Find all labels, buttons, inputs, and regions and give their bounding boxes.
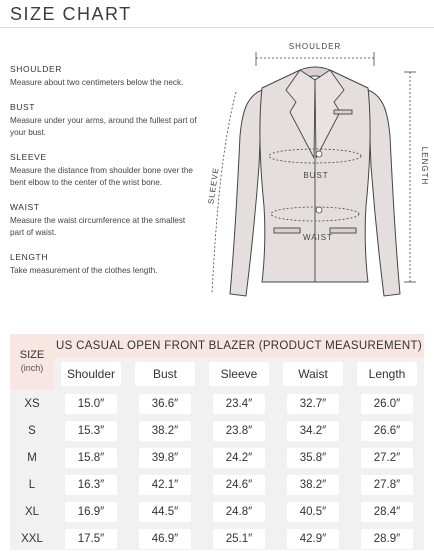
table-cell: 38.2″ [287, 475, 339, 495]
col-header-length [350, 358, 424, 390]
measure-description: Measure about two centimeters below the neck. [10, 78, 184, 87]
table-cell: 42.9″ [287, 529, 339, 549]
size-label: XXL [21, 532, 43, 545]
measure-label: LENGTH [10, 252, 49, 262]
measure-waist [10, 202, 200, 239]
table-cell: 16.9″ [65, 502, 117, 522]
table-cell: 32.7″ [287, 394, 339, 414]
table-cell: 34.2″ [287, 421, 339, 441]
column-header: Waist [283, 362, 343, 386]
length-label: LENGTH [420, 146, 429, 186]
table-cell: 15.3″ [65, 421, 117, 441]
blazer-illustration [196, 36, 434, 306]
table-cell: 26.6″ [361, 421, 413, 441]
table-cell: 23.4″ [213, 394, 265, 414]
shoulder-dimension [256, 52, 374, 66]
table-cell: 24.8″ [213, 502, 265, 522]
table-cell: 35.8″ [287, 448, 339, 468]
table-row [10, 525, 424, 552]
column-header: Bust [135, 362, 195, 386]
waist-label: WAIST [302, 233, 334, 242]
size-label: M [27, 451, 37, 464]
measure-shoulder [10, 64, 200, 89]
table-cell: 27.2″ [361, 448, 413, 468]
table-cell: 25.1″ [213, 529, 265, 549]
button-top [316, 151, 322, 157]
blazer-diagram [196, 36, 434, 306]
size-label: XL [24, 505, 40, 518]
measure-label: BUST [10, 102, 36, 112]
col-header-waist [276, 358, 350, 390]
bust-label: BUST [303, 171, 329, 180]
table-cell: 42.1″ [139, 475, 191, 495]
measurement-guide [10, 64, 200, 290]
size-label: L [28, 478, 36, 491]
size-header-cell [10, 334, 54, 390]
sleeve-label: SLEEVE [206, 166, 221, 205]
table-title: US CASUAL OPEN FRONT BLAZER (PRODUCT MEASUREMENT) [54, 334, 424, 358]
measure-sleeve [10, 152, 200, 189]
table-cell: 24.6″ [213, 475, 265, 495]
column-header: Length [357, 362, 417, 386]
measure-length [10, 252, 200, 277]
table-cell: 28.4″ [361, 502, 413, 522]
table-cell: 23.8″ [213, 421, 265, 441]
size-label: S [28, 424, 36, 437]
measure-description: Measure under your arms, around the fullest part of your bust. [10, 116, 197, 137]
col-header-bust [128, 358, 202, 390]
button-bottom [316, 207, 322, 213]
col-header-shoulder [54, 358, 128, 390]
measure-label: SLEEVE [10, 152, 47, 162]
table-row [10, 417, 424, 444]
table-cell: 15.8″ [65, 448, 117, 468]
measure-description: Take measurement of the clothes length. [10, 266, 158, 275]
size-label: XS [24, 397, 40, 410]
table-cell: 27.8″ [361, 475, 413, 495]
table-cell: 40.5″ [287, 502, 339, 522]
measure-bust [10, 102, 200, 139]
page-title: SIZE CHART [10, 4, 132, 24]
size-table [10, 334, 424, 550]
table-cell: 24.2″ [213, 448, 265, 468]
table-row [10, 471, 424, 498]
table-cell: 28.9″ [361, 529, 413, 549]
col-header-sleeve [202, 358, 276, 390]
table-row [10, 390, 424, 417]
unit-label: (inch) [20, 363, 44, 373]
table-cell: 39.8″ [139, 448, 191, 468]
table-row [10, 444, 424, 471]
length-dimension [404, 72, 416, 282]
title-divider [0, 27, 434, 28]
table-cell: 26.0″ [361, 394, 413, 414]
measure-description: Measure the waist circumference at the smallest part of waist. [10, 216, 186, 237]
shoulder-label: SHOULDER [288, 42, 342, 51]
table-cell: 38.2″ [139, 421, 191, 441]
table-cell: 44.5″ [139, 502, 191, 522]
column-header: Shoulder [61, 362, 121, 386]
measure-description: Measure the distance from shoulder bone over the bent elbow to the center of the wrist bone. [10, 166, 193, 187]
table-cell: 17.5″ [65, 529, 117, 549]
table-cell: 46.9″ [139, 529, 191, 549]
table-cell: 15.0″ [65, 394, 117, 414]
table-cell: 36.6″ [139, 394, 191, 414]
measure-label: WAIST [10, 202, 40, 212]
size-header: SIZE [19, 349, 45, 361]
table-cell: 16.3″ [65, 475, 117, 495]
column-header: Sleeve [209, 362, 269, 386]
measure-label: SHOULDER [10, 64, 63, 74]
table-row [10, 498, 424, 525]
